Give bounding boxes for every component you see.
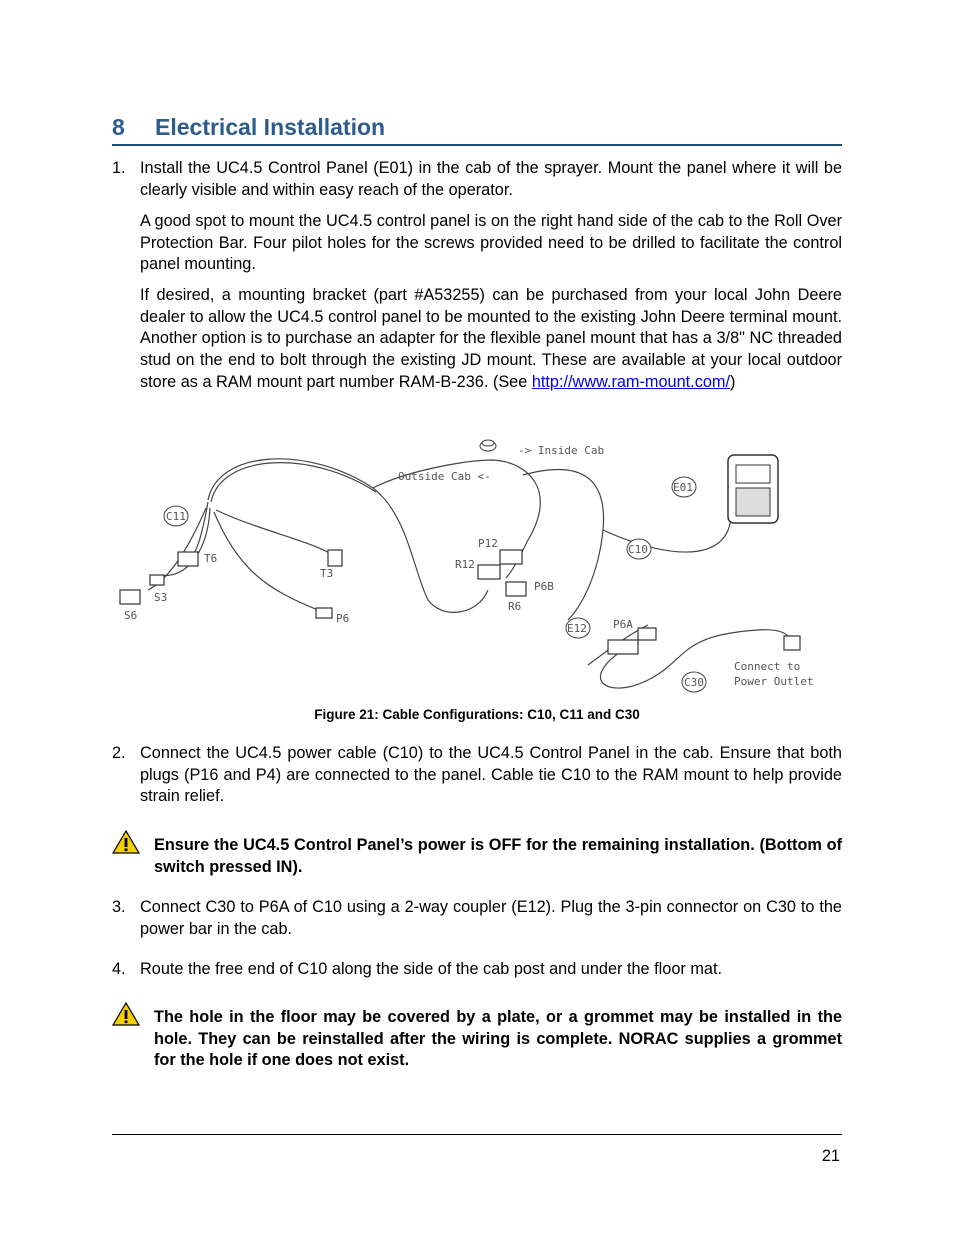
footer-divider [112, 1134, 842, 1135]
warning-icon [112, 1002, 140, 1026]
step-4-text: Route the free end of C10 along the side of the cab post and under the floor mat. [140, 960, 722, 978]
mount-paragraph: A good spot to mount the UC4.5 control panel is on the right hand side of the cab to the Roll Over Protection Bar. Four pilot holes for the screws provided need to be drilled to facilitate the control panel mounting. [140, 212, 842, 274]
step-1-text: Install the UC4.5 Control Panel (E01) in the cab of the sprayer. Mount the panel where it will be clearly visible and within easy reach of the operator. [140, 159, 842, 199]
label-p6b: P6B [534, 580, 554, 593]
warning-power-off: Ensure the UC4.5 Control Panel’s power is OFF for the remaining installation. (Bottom of switch pressed IN). [154, 836, 842, 876]
step-1-number: 1. [112, 159, 126, 177]
label-s6: S6 [124, 609, 138, 622]
ram-mount-link[interactable]: http://www.ram-mount.com/ [531, 372, 730, 391]
label-p6: P6 [336, 612, 350, 625]
step-3-text: Connect C30 to P6A of C10 using a 2-way coupler (E12). Plug the 3-pin connector on C30 to the power bar in the cab. [140, 898, 842, 938]
label-c10: C10 [628, 543, 648, 556]
section-title: Electrical Installation [155, 114, 386, 140]
label-inside-cab: -> Inside Cab [518, 444, 605, 457]
label-c11: C11 [166, 510, 186, 523]
step-2-number: 2. [112, 744, 126, 762]
link-close-paren: ) [729, 372, 736, 391]
label-power-outlet: Power Outlet [734, 675, 814, 688]
label-p12: P12 [478, 537, 498, 550]
label-connect-to: Connect to [734, 660, 801, 673]
page-number: 21 [821, 1147, 840, 1165]
label-e12: E12 [567, 622, 587, 635]
label-outside-cab: Outside Cab <- [398, 470, 491, 483]
label-t3: T3 [320, 567, 334, 580]
cable-configuration-diagram [108, 430, 848, 702]
label-p6a: P6A [613, 618, 633, 631]
section-number: 8 [112, 114, 125, 140]
warning-icon [112, 830, 140, 854]
label-c30: C30 [684, 676, 704, 689]
label-r6: R6 [508, 600, 522, 613]
label-r12: R12 [455, 558, 475, 571]
bracket-paragraph [140, 285, 842, 394]
figure-caption: Figure 21: Cable Configurations: C10, C11 and C30 [314, 707, 640, 722]
section-heading [112, 112, 842, 146]
label-t6: T6 [204, 552, 218, 565]
warning-floor-hole: The hole in the floor may be covered by a plate, or a grommet may be installed in the hole. They can be reinstalled after the wiring is complete. NORAC supplies a grommet for the hole if one does not exist. [154, 1008, 842, 1070]
step-4-number: 4. [112, 960, 126, 978]
label-s3: S3 [154, 591, 168, 604]
bracket-text: If desired, a mounting bracket (part #A53255) can be purchased from your local John Deere dealer to allow the UC4.5 control panel to be mounted to the existing John Deere terminal mount. Another option is to purchase an adapter for the flexible panel mount that has a 3/8" NC threaded stud on the end to bolt through the existing JD mount. These are available at your local outdoor store as a RAM mount part number RAM-B-236. (See [140, 286, 842, 391]
step-2-text: Connect the UC4.5 power cable (C10) to the UC4.5 Control Panel in the cab. Ensure that both plugs (P16 and P4) are connected to the panel. Cable tie C10 to the RAM mount to help provide strain relief. [140, 744, 842, 806]
label-e01: E01 [673, 481, 693, 494]
step-3-number: 3. [112, 898, 126, 916]
